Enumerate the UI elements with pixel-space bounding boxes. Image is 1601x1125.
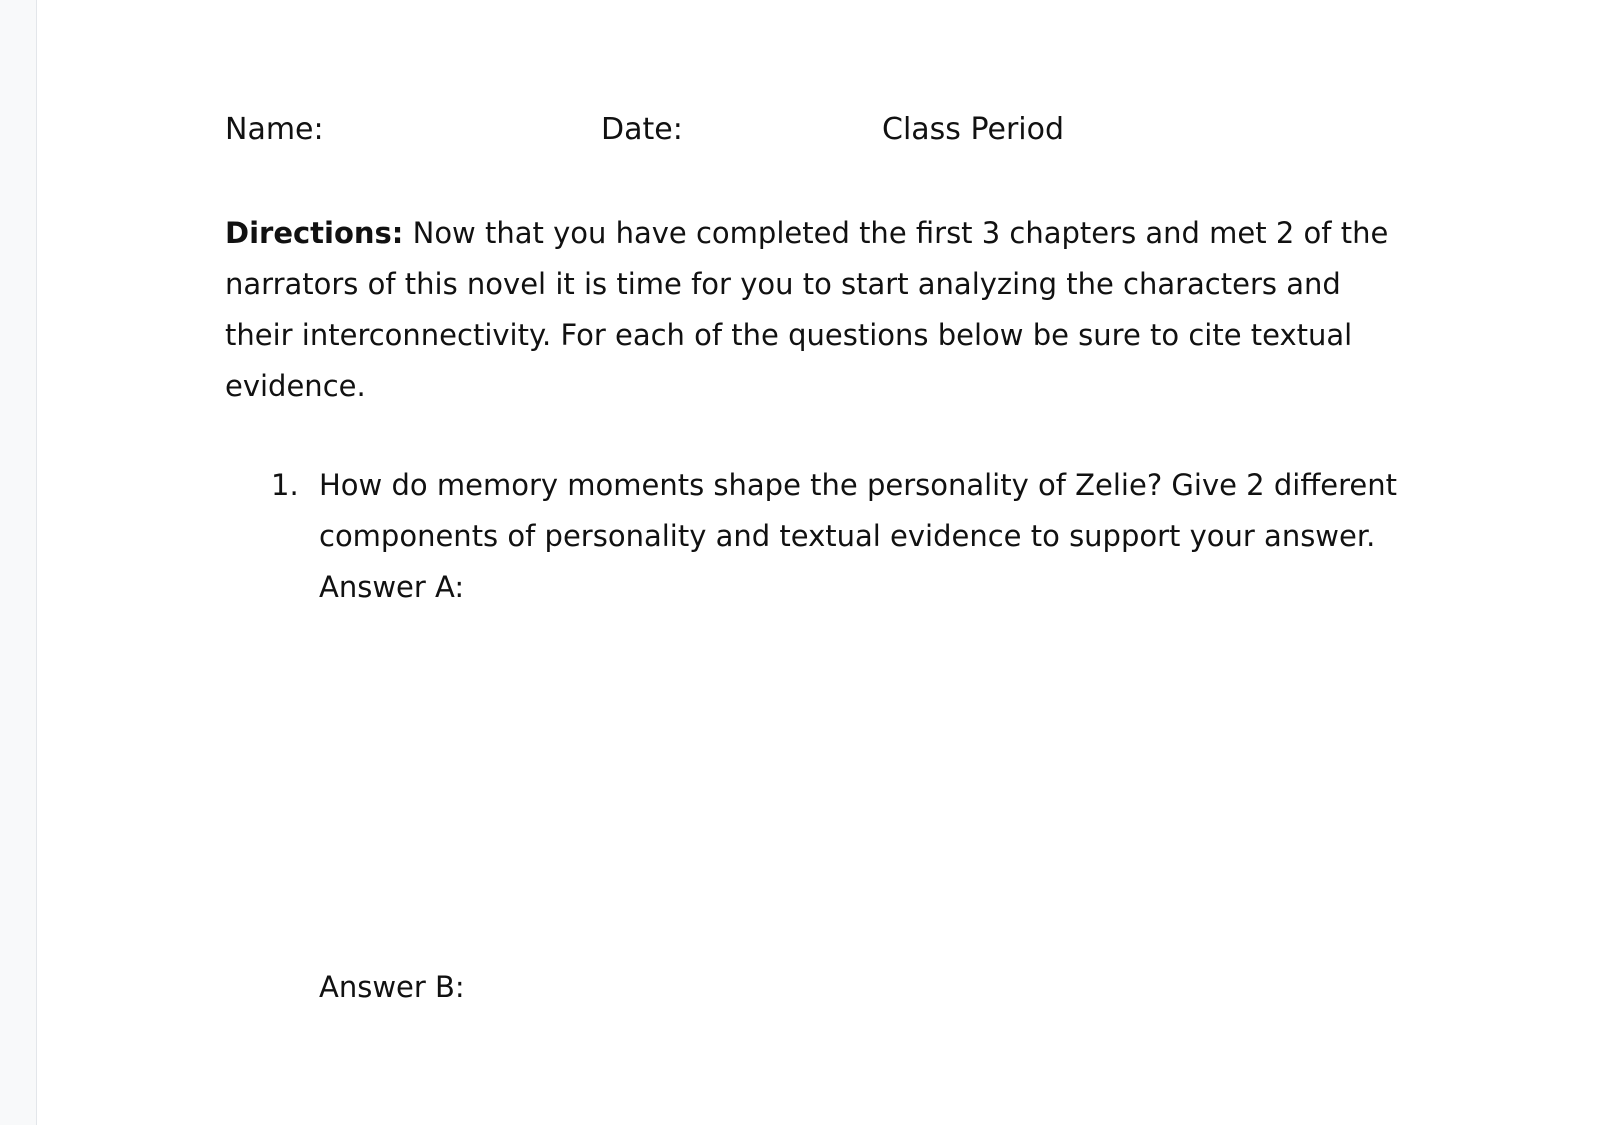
date-label: Date: — [601, 112, 683, 147]
answer-b-label: Answer B: — [319, 970, 465, 1004]
document-page — [36, 0, 1601, 1125]
directions-label: Directions: — [225, 216, 404, 250]
name-label: Name: — [225, 112, 324, 147]
answer-a-label: Answer A: — [319, 570, 465, 604]
student-info-row — [37, 112, 1601, 156]
question-number: 1. — [271, 468, 299, 502]
directions-paragraph — [225, 208, 1405, 412]
question-text: How do memory moments shape the personality of Zelie? Give 2 different components of personality and textual evidence to support your answer. — [319, 468, 1398, 553]
class-period-label: Class Period — [882, 112, 1065, 147]
directions-text: Now that you have completed the first 3 chapters and met 2 of the narrators of this novel it is time for you to start analyzing the characters and their interconnectivity. For each of the questions below be sure to cite textual evidence. — [225, 216, 1389, 403]
